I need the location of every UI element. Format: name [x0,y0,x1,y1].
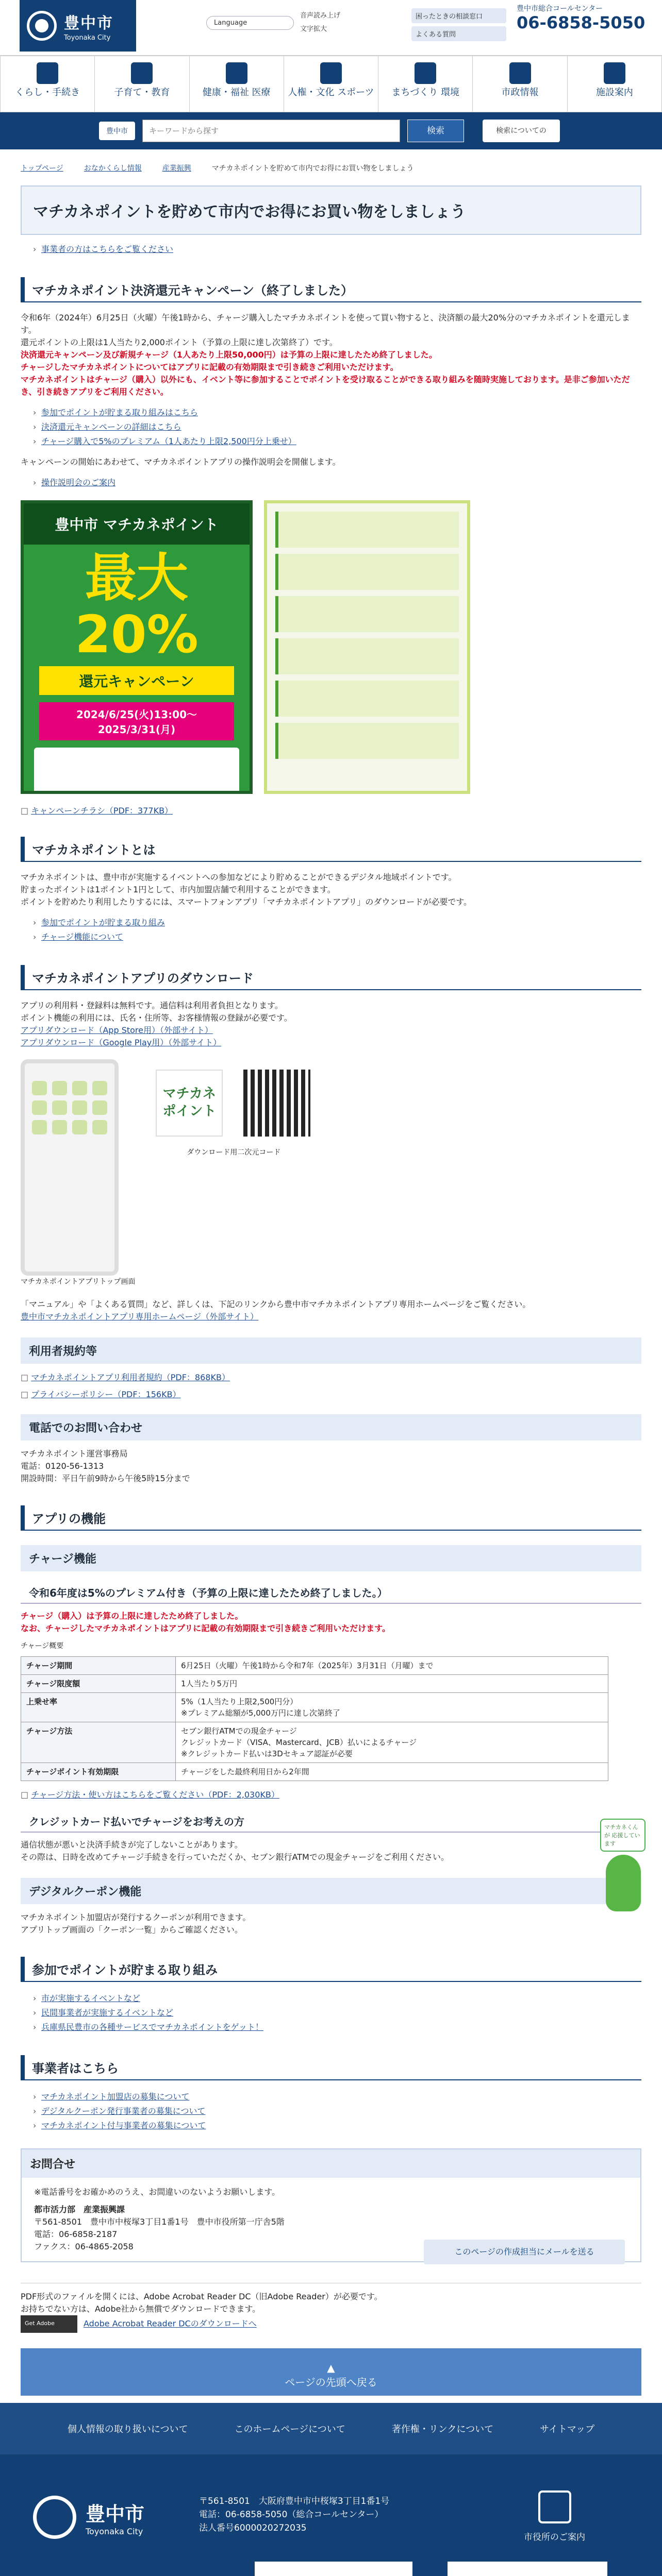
city-events-link[interactable]: 市が実施するイベントなど [41,1993,141,2003]
privacy-link[interactable]: 個人情報の取り扱いについて [67,2424,188,2435]
campaign-flyer-back [264,500,470,794]
site-footer [0,2454,662,2576]
phone-caption: マチカネポイントアプリトップ画面 [21,1278,136,1286]
download-text-2: ポイント機能の利用には、氏名・住所等、お客様情報の登録が必要です。 [21,1013,292,1023]
premium-heading: 令和6年度は5%のプレミアム付き（予算の上限に達したため終了しました。） [21,1582,641,1604]
campaign-text: 令和6年（2024年）6月25日（火曜）午後1時から、チャージ購入したマチカネポイントを使って買い物すると、決済額の最大20%分のマチカネポイントを還元します。 [21,313,630,335]
gnav-town[interactable]: まちづくり 環境 [378,56,472,112]
coupon-issuer-link[interactable]: デジタルクーポン発行事業者の募集について [41,2106,206,2116]
search-logo: 豊中市 [99,122,135,140]
app-screenshot [21,1059,119,1276]
about-text-1: マチカネポイントは、豊中市が実施するイベントへの参加などにより貯めることができるデジタル地域ポイントです。 [21,872,457,882]
contact-tel: 電話：06-6858-2187 [34,2229,118,2239]
search-input[interactable] [142,120,400,142]
contact-dept: 都市活力部 産業振興課 [34,2205,125,2214]
acrobat-badge[interactable]: Get Adobe Acrobat Reader [21,2315,77,2333]
text-size-link[interactable]: 文字拡大 [300,25,327,33]
seminar-link[interactable]: 操作説明会のご案内 [41,478,116,487]
privacy-pdf[interactable]: プライバシーポリシー（PDF：156KB） [31,1389,181,1399]
terms-heading: 利用者規約等 [21,1337,641,1364]
about-text-3: ポイントを貯めたり利用したりするには、スマートフォンアプリ「マチカネポイントアプリ」のダウンロードが必要です。 [21,897,472,907]
mascot-icon [606,1855,641,1911]
charge-table [21,1656,608,1781]
city-hall-icon [509,62,531,84]
contact-box [21,2148,641,2262]
site-logo[interactable] [20,0,136,52]
footer-nav [0,2403,662,2454]
people-icon [320,62,342,84]
campaign-notice-1: 決済還元キャンペーン及び新規チャージ（1人あたり上限50,000円）は予算の上限に達したため終了しました。 [21,350,437,360]
search-help-link[interactable]: 検索についての [483,120,560,142]
earn-points-link[interactable]: 参加でポイントが貯まる取り組みはこちら [41,408,198,417]
about-heading: マチカネポイントとは [21,837,641,862]
search-bar [0,112,662,149]
campaign-notice-2: チャージしたマチカネポイントについてはアプリに記載の有効期限まで引き続きご利用いただけます。 [21,362,399,372]
contact-fax: ファクス：06-4865-2058 [34,2242,134,2251]
seminar-text: キャンペーンの開始にあわせて、マチカネポイントアプリの操作説明会を開催します。 [21,457,341,467]
sitemap-link[interactable]: サイトマップ [540,2424,595,2435]
crumb-top[interactable]: トップページ [21,164,63,173]
table-row: チャージ限度額 1人当たり5万円 [21,1675,608,1693]
read-aloud-link[interactable]: 音声読み上げ [300,12,341,20]
download-text-1: アプリの利用料・登録料は無料です。通信料は利用者負担となります。 [21,1001,283,1010]
functions-heading: アプリの機能 [21,1505,641,1531]
credit-text-1: 通信状態が悪いと決済手続きが完了しないことがあります。 [21,1840,243,1850]
gnav-admin[interactable]: 市政情報 [472,56,567,112]
earn-heading: 参加でポイントが貯まる取り組み [21,1957,641,1982]
mascot-widget[interactable] [600,1819,647,1901]
app-icon: マチカネ ポイント [156,1070,223,1137]
faq-link[interactable]: よくある質問 [411,26,506,41]
charge-notice-2: なお、チャージしたマチカネポイントはアプリに記載の有効期限まで引き続きご利用いただけます。 [21,1623,390,1633]
city-hall-icon [538,2490,571,2523]
mascot-bubble: マチカネくんが 応援しています [600,1819,646,1852]
table-row: 上乗せ率 5%（1人当たり上限2,500円分） ※プレミアム総額が5,000万円に達し次第終了 [21,1693,608,1722]
page-top-button[interactable]: ▲ ページの先頭へ戻る [21,2348,641,2396]
tel-label: 豊中市総合コールセンター [517,5,603,13]
qr-code [243,1070,310,1137]
city-hall-guide-link[interactable]: 市役所のご案内 [524,2490,585,2543]
gnav-culture[interactable]: 人権・文化 スポーツ [284,56,378,112]
table-row: チャージ方法 セブン銀行ATMでの現金チャージ クレジットカード（VISA、Mastercard、JCB）払いによるチャージ ※クレジットカード払いは3Dセキュア認証が必要 [21,1722,608,1763]
coupon-text-1: マチカネポイント加盟店が発行するクーポンが利用できます。 [21,1912,251,1922]
footer-address: 〒561-8501 大阪府豊中市中桜塚3丁目1番1号 電話：06-6858-5050（総合コールセンター） 法人番号6000020272035 [199,2496,390,2533]
crumb-current: マチカネポイントを貯めて市内でお得にお買い物をしましょう [211,164,414,173]
breadcrumb [0,149,662,173]
campaign-detail-link[interactable]: 決済還元キャンペーンの詳細はこちら [41,422,181,432]
gnav-health[interactable]: 健康・福祉 医療 [189,56,284,112]
download-heading: マチカネポイントアプリのダウンロード [21,965,641,990]
contact-heading: お問合せ [22,2149,640,2178]
credit-heading: クレジットカード払いでチャージをお考えの方 [21,1810,641,1833]
table-row: チャージポイント有効期限 チャージをした最終利用日から2年間 [21,1763,608,1781]
city-emblem-icon [27,11,57,41]
mail-button[interactable]: このページの作成担当にメールを送る [424,2240,625,2264]
future-baton-banner[interactable] [255,2562,412,2576]
campaign-heading: マチカネポイント決済還元キャンペーン（終了しました） [21,277,641,302]
footer-city: 豊中市 [86,2503,145,2526]
phone-heading: 電話でのお問い合わせ [21,1414,641,1440]
terms-pdf[interactable]: マチカネポイントアプリ利用者規約（PDF：868KB） [31,1372,230,1382]
expo-banner[interactable] [448,2562,607,2576]
crumb-industry[interactable]: 産業振興 [162,164,191,173]
google-play-link[interactable]: アプリダウンロード（Google Play用）（外部サイト） [21,1038,222,1047]
app-store-link[interactable]: アプリダウンロード（App Store用）（外部サイト） [21,1025,213,1035]
phone-office: マチカネポイント運営事務局 [21,1449,128,1459]
qr-caption: ダウンロード用二次元コード [187,1148,281,1157]
credit-text-2: その際は、日時を改めてチャージ手続きを行っていただくか、セブン銀行ATMでの現金チャージをご利用ください。 [21,1852,450,1862]
premium-link[interactable]: チャージ購入で5%のプレミアム（1人あたり上限2,500円分上乗せ） [41,436,296,446]
global-nav [0,56,662,112]
contact-note: ※電話番号をお確かめのうえ、お間違いのないようお願いします。 [34,2187,280,2197]
house-icon [37,62,58,84]
acrobat-link[interactable]: Adobe Acrobat Reader DCのダウンロードへ [84,2318,257,2329]
tel-number: 06-6858-5050 [517,13,646,32]
gnav-child[interactable]: 子育て・教育 [94,56,189,112]
facility-icon [604,62,625,84]
app-homepage-link[interactable]: 豊中市マチカネポイントアプリ専用ホームページ（外部サイト） [21,1312,259,1321]
copyright-link[interactable]: 著作権・リンクについて [391,2424,494,2435]
footer-city-en: Toyonaka City [86,2527,143,2536]
campaign-notice-3: マチカネポイントはチャージ（購入）以外にも、イベント等に参加することでポイントを受け取ることができる取り組みを随時実施しております。是非ご参加いただき、引き続きアプリをご利用ください。 [21,375,630,397]
private-events-link[interactable]: 民間事業者が実施するイベントなど [41,2008,174,2018]
site-header [0,0,662,56]
page-title: マチカネポイントを貯めて市内でお得にお買い物をしましょう [21,185,641,235]
coupon-heading: デジタルクーポン機能 [21,1878,641,1904]
table-caption: チャージ概要 [21,1642,64,1650]
search-button[interactable]: 検索 [407,120,464,142]
point-issuer-link[interactable]: マチカネポイント付与事業者の募集について [41,2121,206,2130]
coupon-text-2: アプリトップ画面の「クーポン一覧」からご確認ください。 [21,1925,243,1935]
about-text-2: 貯まったポイントは1ポイント1円として、市内加盟店舗で利用することができます。 [21,885,336,894]
child-icon [131,62,153,84]
member-store-link[interactable]: マチカネポイント加盟店の募集について [41,2092,190,2102]
charge-notice-1: チャージ（購入）は予算の上限に達したため終了しました。 [21,1611,243,1621]
campaign-flyer-pdf[interactable]: キャンペーンチラシ（PDF：377KB） [31,806,173,816]
language-select[interactable]: Language [206,16,294,30]
logo-title: 豊中市 [64,14,113,32]
campaign-limit: 還元ポイントの上限は1人当たり2,000ポイント（予算の上限に達し次第終了）です。 [21,337,338,347]
earn-link[interactable]: 参加でポイントが貯まる取り組み [41,918,166,927]
about-site-link[interactable]: このホームページについて [234,2424,345,2435]
gnav-facility[interactable]: 施設案内 [567,56,662,112]
logo-subtitle: Toyonaka City [64,33,111,42]
contact-address: 〒561-8501 豊中市中桜塚3丁目1番1号 豊中市役所第一庁舎5階 [34,2217,285,2227]
business-link[interactable]: 事業者の方はこちらをご覧ください [41,244,174,254]
manual-text: 「マニュアル」や「よくある質問」など、詳しくは、下記のリンクから豊中市マチカネポイントアプリ専用ホームページをご覧ください。 [21,1299,531,1309]
footer-emblem-icon [33,2496,76,2539]
charge-guide-pdf[interactable]: チャージ方法・使い方はこちらをご覧ください（PDF：2,030KB） [31,1790,279,1800]
call-center [517,3,645,32]
hyogo-link[interactable]: 兵庫県民豊市の各種サービスでマチカネポイントをゲット！ [41,2022,264,2032]
gnav-life[interactable]: くらし・手続き [0,56,94,112]
help-consult-link[interactable]: 困ったときの相談窓口 [411,8,506,23]
crumb-life[interactable]: おなかくらし情報 [84,164,142,173]
medical-cross-icon [226,62,247,84]
campaign-flyer-front: 豊中市 マチカネポイント 最大20% 還元キャンペーン 2024/6/25(火)13:00～2025/3/31(月) [21,500,253,794]
charge-heading: チャージ機能 [21,1545,641,1571]
biz-heading: 事業者はこちら [21,2055,641,2080]
phone-hours: 開設時間：平日午前9時から午後5時15分まで [21,1473,190,1483]
table-row: チャージ期間 6月25日（火曜）午後1時から令和7年（2025年）3月31日（月曜）まで [21,1657,608,1675]
charge-link[interactable]: チャージ機能について [41,932,123,942]
building-icon [415,62,436,84]
pdf-notice: PDF形式のファイルを開くには、Adobe Acrobat Reader DC（旧Adobe Reader）が必要です。 お持ちでない方は、Adobe社から無償でダウンロードできます。 Get Adobe Acrobat ReaderAdobe Acrobat Reader DCのダウンロードへ [21,2283,641,2333]
phone-number: 電話：0120-56-1313 [21,1461,104,1471]
